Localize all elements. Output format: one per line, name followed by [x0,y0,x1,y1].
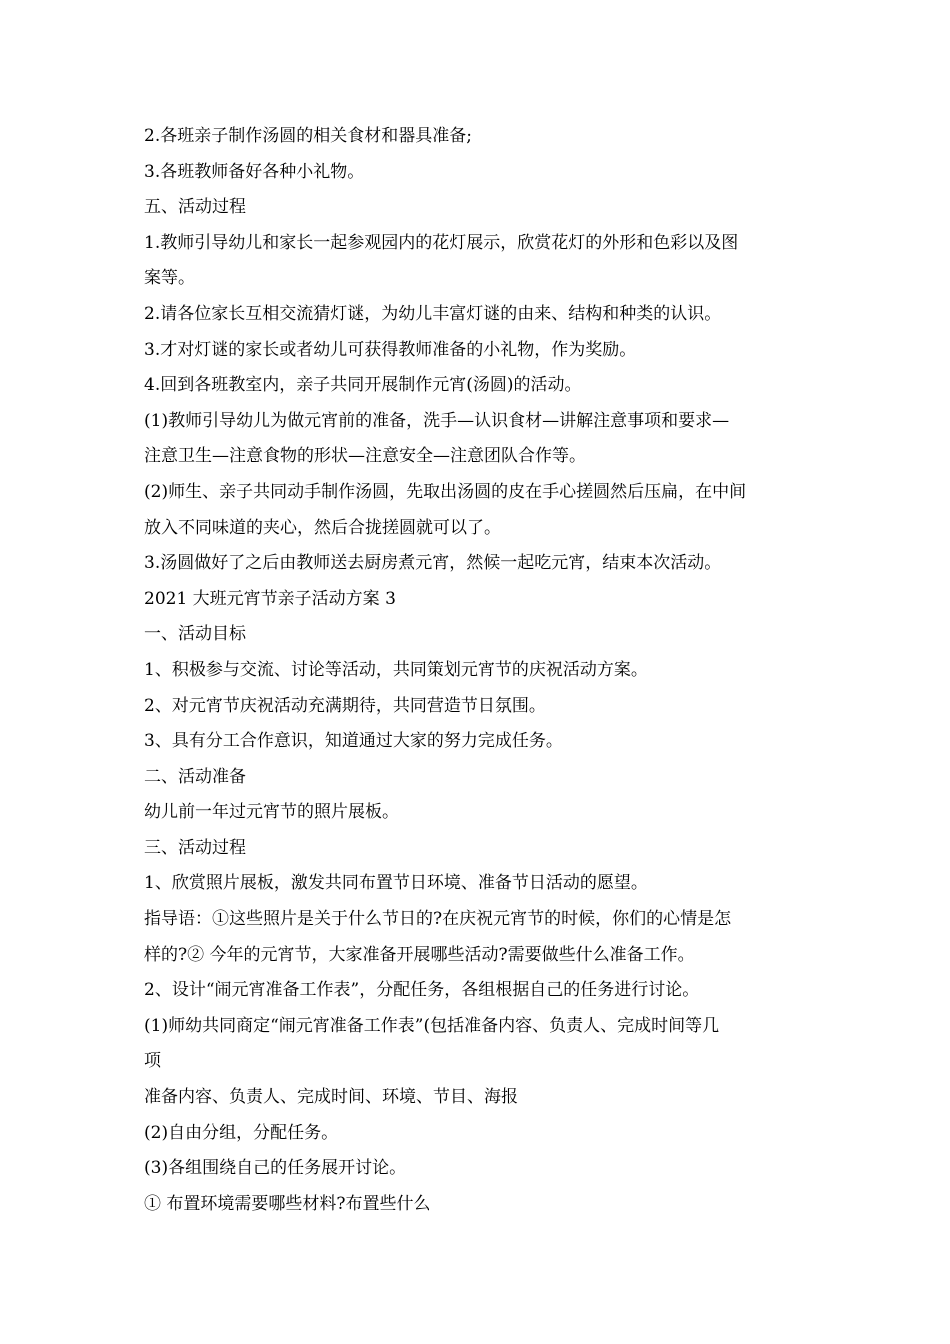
text-line: 1.教师引导幼儿和家长一起参观园内的花灯展示，欣赏花灯的外形和色彩以及图 [144,232,739,253]
text-line: 2.各班亲子制作汤圆的相关食材和器具准备; [144,126,472,146]
text-line: (2)师生、亲子共同动手制作汤圆，先取出汤圆的皮在手心搓圆然后压扁，在中间 [144,481,747,502]
section-heading: 二、活动准备 [144,766,246,787]
text-line: (1)师幼共同商定“闹元宵准备工作表”(包括准备内容、负责人、完成时间等几 [144,1015,720,1036]
document-title: 2021 大班元宵节亲子活动方案 3 [144,588,396,609]
section-heading: 一、活动目标 [144,624,246,645]
text-line: (1)教师引导幼儿为做元宵前的准备，洗手—认识食材—讲解注意事项和要求— [144,410,730,431]
text-line: 样的?② 今年的元宵节，大家准备开展哪些活动?需要做些什么准备工作。 [144,944,695,965]
section-heading: 三、活动过程 [144,837,246,858]
text-line: 1、欣赏照片展板，激发共同布置节日环境、准备节日活动的愿望。 [144,873,648,894]
text-line: 4.回到各班教室内，亲子共同开展制作元宵(汤圆)的活动。 [144,375,582,396]
text-line: 指导语：①这些照片是关于什么节日的?在庆祝元宵节的时候，你们的心情是怎 [144,909,732,930]
text-line: 3.才对灯谜的家长或者幼儿可获得教师准备的小礼物，作为奖励。 [144,339,637,360]
text-line: 1、积极参与交流、讨论等活动，共同策划元宵节的庆祝活动方案。 [144,659,648,680]
text-line: 准备内容、负责人、完成时间、环境、节目、海报 [144,1087,518,1108]
text-line: 3.各班教师备好各种小礼物。 [144,161,365,182]
text-line: ① 布置环境需要哪些材料?布置些什么 [144,1193,431,1214]
text-line: 项 [144,1051,161,1072]
text-line: 注意卫生—注意食物的形状—注意安全—注意团队合作等。 [144,446,586,467]
text-line: 案等。 [144,268,195,289]
text-line: 2、对元宵节庆祝活动充满期待，共同营造节日氛围。 [144,695,546,716]
text-line: 幼儿前一年过元宵节的照片展板。 [144,802,399,823]
text-line: 放入不同味道的夹心，然后合拢搓圆就可以了。 [144,517,501,538]
text-line: 2、设计“闹元宵准备工作表”，分配任务，各组根据自己的任务进行讨论。 [144,980,700,1001]
text-line: (3)各组围绕自己的任务展开讨论。 [144,1158,407,1179]
document-body [144,119,812,1222]
section-heading: 五、活动过程 [144,197,246,218]
text-line: 3.汤圆做好了之后由教师送去厨房煮元宵，然候一起吃元宵，结束本次活动。 [144,553,722,574]
text-line: (2)自由分组，分配任务。 [144,1122,339,1143]
text-line: 3、具有分工合作意识，知道通过大家的努力完成任务。 [144,731,563,752]
text-line: 2.请各位家长互相交流猜灯谜，为幼儿丰富灯谜的由来、结构和种类的认识。 [144,303,722,324]
